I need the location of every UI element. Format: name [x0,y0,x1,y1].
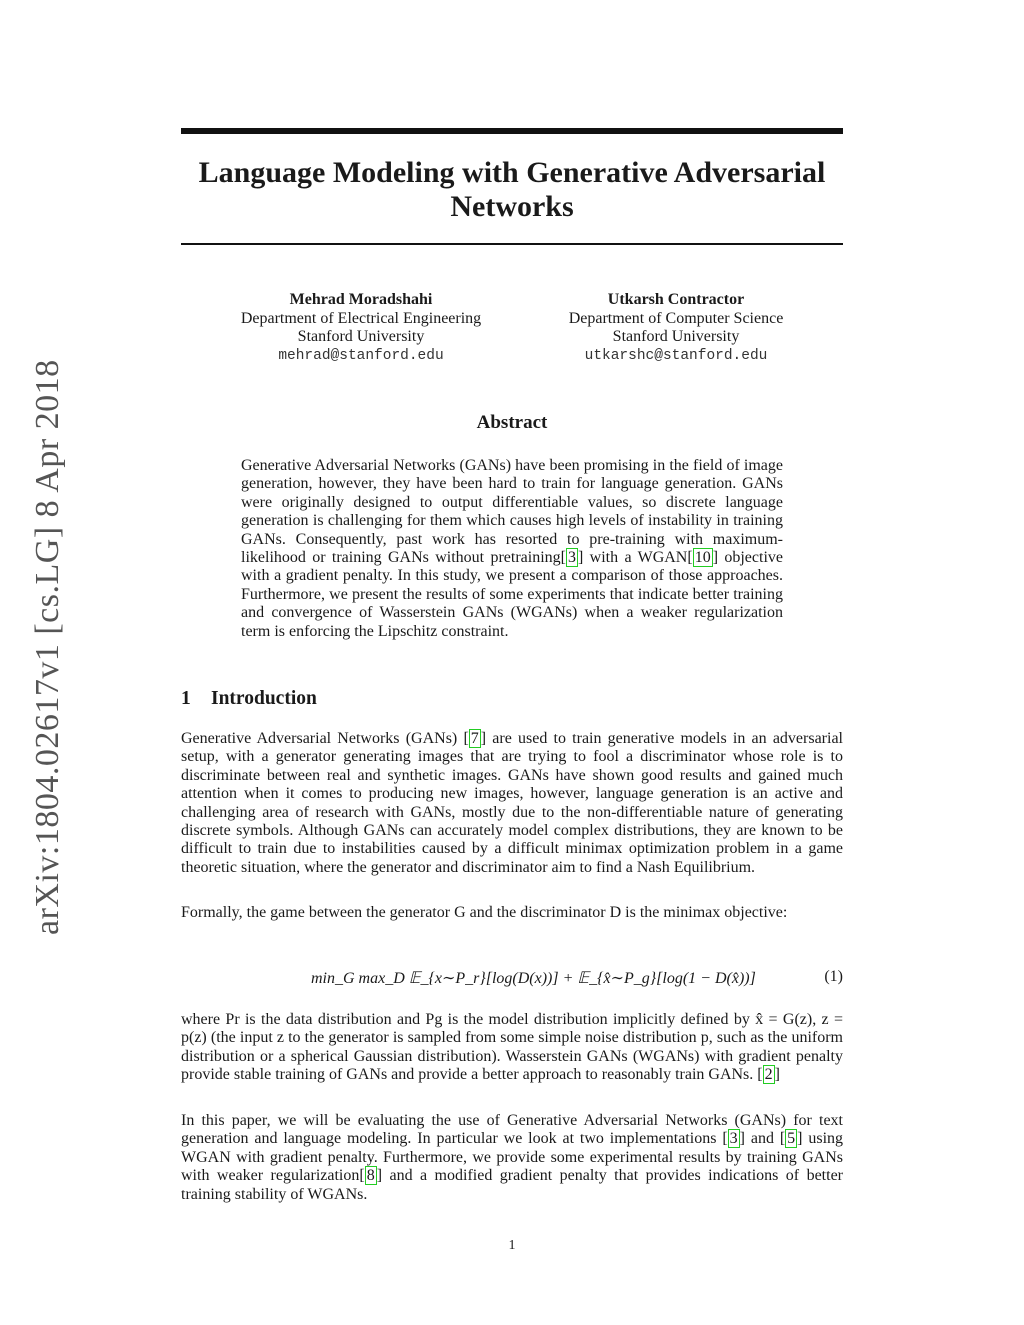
abstract-text-part: with a WGAN [583,549,688,567]
abstract-heading: Abstract [476,412,548,433]
paragraph-text: are used to train generative models in an adversarial setup, with a generator generating images that are trying to fool a discriminator whose role is to discriminate between real and synthetic images. GANs have shown good results and gained much attention when it comes to producing new images, however, language generation is an active and challenging area of research with GANs, mostly due to the non-differentiable nature of generating discrete symbols. Although GANs can accurately model complex distributions, they are known to be difficult to train due to instabilities caused by a difficult minimax optimization problem in a game theoretic situation, where the generator and discriminator aim to find a Nash Equilibrium. [181,730,844,876]
citation-link[interactable]: 3 [729,1130,738,1148]
abstract-text-part: Generative Adversarial Networks (GANs) have been promising in the field of image generation, however, they have been hard to train for language generation. GANs were originally designed to output differentiable values, so discrete language generation is challenging for them which causes high levels of instability in training GANs. Consequently, past work has resorted to pre-training with maximum-likelihood or training GANs without pretraining [241,457,783,567]
section-title: Introduction [211,688,317,709]
equation-expression: min_G max_D 𝔼_{x∼P_r}[log(D(x))] + 𝔼_{x̂∼P_g}[log(1 − D(x̂))] [311,970,756,987]
intro-paragraph-3: where Pr is the data distribution and Pg is the model distribution implicitly defined by x̂ = G(z), z = p(z) (the input z to the generator is sampled from some simple noise distribution p, such as the uniform distribution or a spherical Gaussian distribution). Wasserstein GANs (WGANs) with gradient penalty provide stable training of GANs and provide a better approach to reasonably train GANs. [ 2 ] [181,1011,843,1084]
author-affiliation: Department of Electrical Engineering [240,309,482,327]
equation-number: (1) [824,968,843,985]
paragraph-text: In this paper, we will be evaluating the use of Generative Adversarial Networks (GANs) for text generation and language modeling. In particular we look at two implementations [181,1112,843,1148]
author-institution: Stanford University [297,328,425,345]
abstract-text: Generative Adversarial Networks (GANs) have been promising in the field of image generation, however, they have been hard to train for language generation. GANs were originally designed to output differentiable values, so discrete language generation is challenging for them which causes high levels of instability in training GANs. Consequently, past work has resorted to pre-training with maximum-likelihood or training GANs without pretraining[ 3 ] with a WGAN[ 10 ] objective with a gradient penalty. In this study, we present a comparison of those approaches. Furthermore, we present the results of some experiments that indicate better training and convergence of Wasserstein GANs (WGANs) when a weaker regularization term is enforcing the Lipschitz constraint. [241,457,783,640]
author-name: Mehrad Moradshahi [289,291,433,308]
section-heading-introduction [181,688,317,710]
title-bottom-rule [181,243,843,245]
author-email[interactable]: mehrad@stanford.edu [278,347,444,364]
section-number: 1 [181,688,191,709]
author-block-2 [548,291,804,365]
paragraph-text: and [744,1130,780,1148]
author-name: Utkarsh Contractor [607,291,745,308]
citation-link[interactable]: 10 [694,549,711,567]
author-block-1 [220,291,502,365]
intro-paragraph-4: In this paper, we will be evaluating the use of Generative Adversarial Networks (GANs) for text generation and language modeling. In particular we look at two implementations [ 3 ] and [ 5 ] using WGAN with gradient penalty. Furthermore, we provide some experimental results by training GANs with weaker regularization[ 8 ] and a modified gradient penalty that provides indications of better training stability of WGANs. [181,1112,844,1203]
citation-link[interactable]: 7 [470,730,479,747]
paragraph-text: Generative Adversarial Networks (GANs) [181,730,464,747]
citation-link[interactable]: 2 [764,1066,773,1084]
arxiv-identifier: arXiv:1804.02617v1 [cs.LG] 8 Apr 2018 [29,359,66,935]
title-top-rule [181,128,843,134]
paragraph-text: and a modified gradient penalty that provides indications of better training stability of WGANs. [181,1167,843,1203]
page-number: 1 [508,1238,516,1253]
paper-title: Language Modeling with Generative Adversarial Networks [198,156,826,223]
author-institution: Stanford University [612,328,740,345]
author-affiliation: Department of Computer Science [568,309,784,327]
citation-link[interactable]: 5 [787,1130,796,1148]
citation-link[interactable]: 3 [567,549,576,567]
intro-paragraph-1: Generative Adversarial Networks (GANs) [ 7 ] are used to train generative models in an adversarial setup, with a generator generating images that are trying to fool a discriminator whose role is to discriminate between real and synthetic images. GANs have shown good results and gained much attention when it comes to producing new images, however, language generation is an active and challenging area of research with GANs, mostly due to the non-differentiable nature of generating discrete symbols. Although GANs can accurately model complex distributions, they are known to be difficult to train due to instabilities caused by a difficult minimax optimization problem in a game theoretic situation, where the generator and discriminator aim to find a Nash Equilibrium. [181,730,844,876]
author-email[interactable]: utkarshc@stanford.edu [584,347,768,364]
intro-paragraph-2: Formally, the game between the generator G and the discriminator D is the minimax objective: [181,904,788,921]
paragraph-text: where Pr is the data distribution and Pg is the model distribution implicitly defined by x̂ = G(z), z = p(z) (the input z to the generator is sampled from some simple noise distribution p, such as the uniform distribution or a spherical Gaussian distribution). Wasserstein GANs (WGANs) with gradient penalty provide stable training of GANs and provide a better approach to reasonably train GANs. [181,1011,843,1084]
paragraph-text: using WGAN with gradient penalty. Furthermore, we provide some experimental results by training GANs with weaker regularization [181,1130,844,1185]
abstract-text-part: objective with a gradient penalty. In this study, we present a comparison of those approaches. Furthermore, we present the results of some experiments that indicate better training and convergence of Wasserstein GANs (WGANs) when a weaker regularization term is enforcing the Lipschitz constraint. [241,549,783,640]
citation-link[interactable]: 8 [366,1167,375,1185]
